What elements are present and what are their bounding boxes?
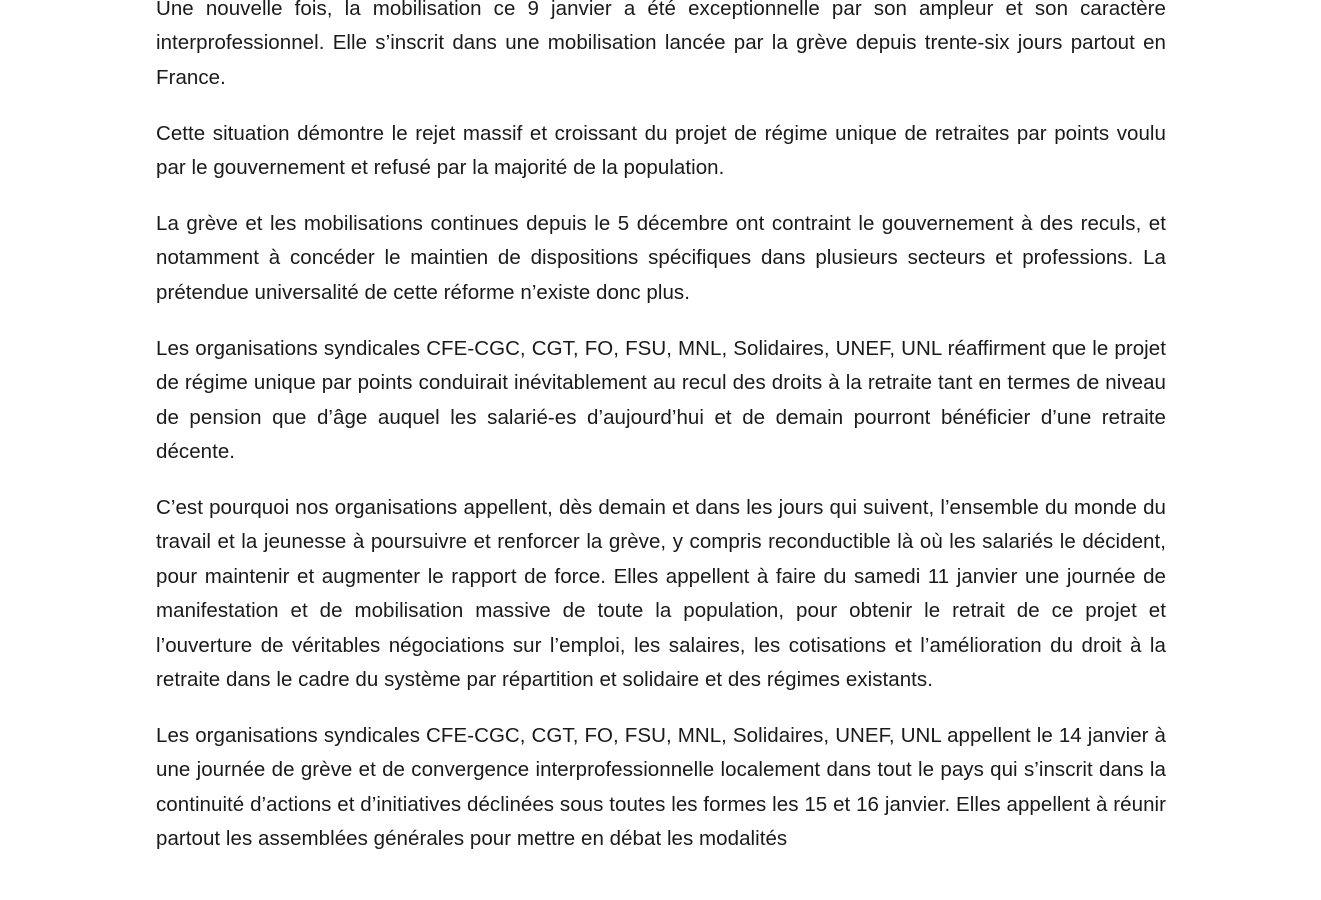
paragraph-4: Les organisations syndicales CFE-CGC, CGT, FO, FSU, MNL, Solidaires, UNEF, UNL réaffirment que le projet de régime unique par points conduirait inévitablement au recul des droits à la retraite tant en termes de niveau de pension que d’âge auquel les salarié-es d’aujourd’hui et de demain pourront bénéficier d’une retraite décente. [156, 336, 1166, 463]
paragraph-1: Une nouvelle fois, la mobilisation ce 9 janvier a été exceptionnelle par son ampleur et son caractère interprofessionnel. Elle s’inscrit dans une mobilisation lancée par la grève depuis trente-six jours partout en France. [156, 0, 1166, 89]
paragraph-5: C’est pourquoi nos organisations appellent, dès demain et dans les jours qui suivent, l’ensemble du monde du travail et la jeunesse à poursuivre et renforcer la grève, y compris reconductible là où les salariés le décident, pour maintenir et augmenter le rapport de force. Elles appellent à faire du samedi 11 janvier une journée de manifestation et de mobilisation massive de toute la population, pour obtenir le retrait de ce projet et l’ouverture de véritables négociations sur l’emploi, les salaires, les cotisations et l’amélioration du droit à la retraite dans le cadre du système par répartition et solidaire et des régimes existants. [156, 495, 1166, 691]
paragraph-6: Les organisations syndicales CFE-CGC, CGT, FO, FSU, MNL, Solidaires, UNEF, UNL appellent le 14 janvier à une journée de grève et de convergence interprofessionnelle localement dans tout le pays qui s’inscrit dans la continuité d’actions et d’initiatives déclinées sous toutes les formes les 15 et 16 janvier. Elles appellent à réunir partout les assemblées générales pour mettre en débat les modalités [156, 723, 1166, 851]
paragraph-3: La grève et les mobilisations continues depuis le 5 décembre ont contraint le gouvernement à des reculs, et notamment à concéder le maintien de dispositions spécifiques dans plusieurs secteurs et professions. La prétendue universalité de cette réforme n’existe donc plus. [156, 212, 1166, 304]
document-body [156, 0, 1166, 878]
paragraph-2: Cette situation démontre le rejet massif et croissant du projet de régime unique de retraites par points voulu par le gouvernement et refusé par la majorité de la population. [156, 121, 1166, 180]
